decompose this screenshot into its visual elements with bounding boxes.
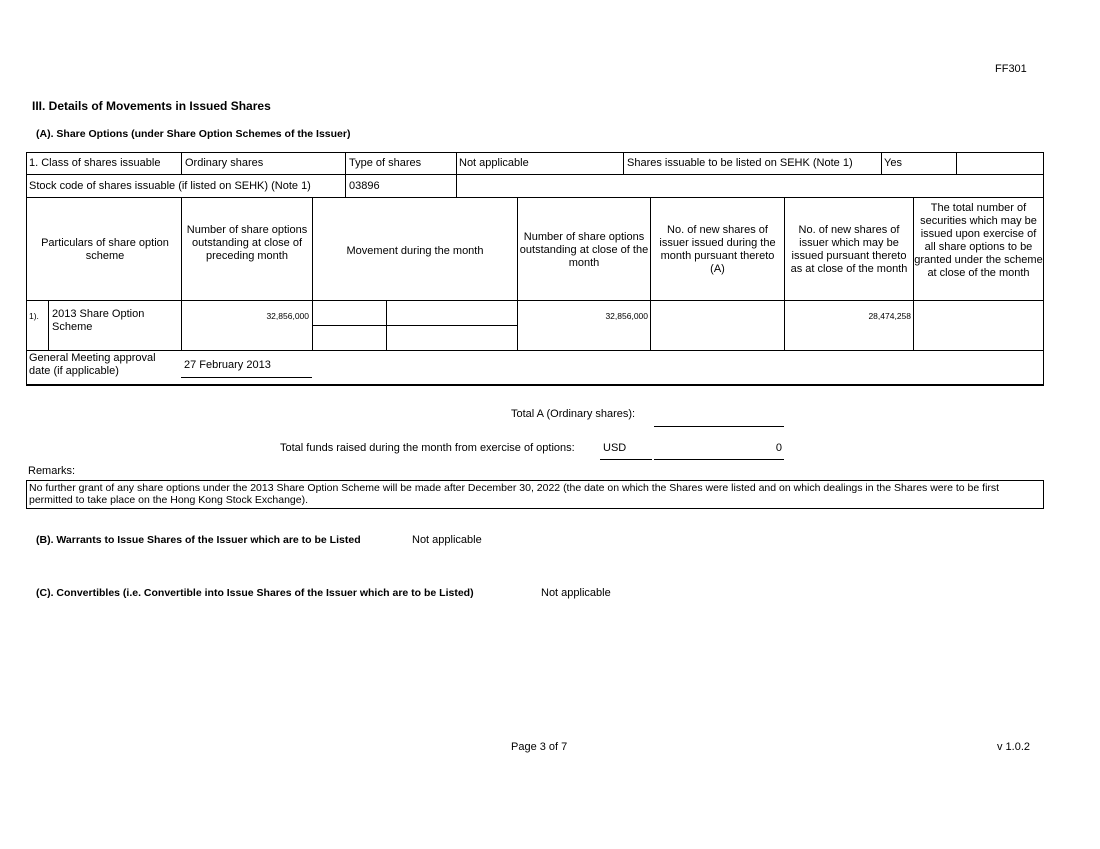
- gm-approval-label: General Meeting approval date (if applicable): [29, 352, 156, 377]
- section-title: III. Details of Movements in Issued Shares: [32, 99, 271, 113]
- subsection-c-title: (C). Convertibles (i.e. Convertible into Issue Shares of the Issuer which are to be Listed): [36, 587, 474, 599]
- type-of-shares-label: Type of shares: [349, 157, 422, 169]
- funds-value-underline: [654, 459, 784, 460]
- funds-currency: USD: [603, 442, 627, 454]
- header-movement: Movement during the month: [346, 245, 484, 257]
- class-of-shares-value: Ordinary shares: [185, 157, 264, 169]
- header-particulars: Particulars of share option scheme: [41, 237, 169, 262]
- scheme-name: 2013 Share Option Scheme: [52, 308, 145, 333]
- total-a-underline: [654, 426, 784, 427]
- listed-on-sehk-value: Yes: [884, 157, 902, 169]
- total-a-label: Total A (Ordinary shares):: [511, 408, 636, 420]
- divider: [26, 174, 1044, 175]
- funds-currency-underline: [600, 459, 652, 460]
- header-outstanding-preceding: Number of share options outstanding at close of preceding month: [186, 224, 308, 262]
- divider: [48, 300, 49, 350]
- divider: [312, 197, 313, 350]
- form-code: FF301: [995, 63, 1027, 75]
- divider: [312, 325, 517, 326]
- page-number: Page 3 of 7: [511, 741, 568, 753]
- gm-approval-value: 27 February 2013: [184, 359, 271, 371]
- funds-label: Total funds raised during the month from exercise of options:: [280, 442, 575, 454]
- subsection-b-title: (B). Warrants to Issue Shares of the Issuer which are to be Listed: [36, 534, 361, 546]
- scheme-outstanding-close: 32,856,000: [605, 311, 648, 321]
- listed-on-sehk-label: Shares issuable to be listed on SEHK (Note 1): [627, 157, 853, 169]
- version: v 1.0.2: [997, 741, 1031, 753]
- divider: [956, 152, 957, 174]
- remarks-text: No further grant of any share options under the 2013 Share Option Scheme will be made after December 30, 2022 (the date on which the Shares were listed and on which dealings in the Shares were to be first permitted to take place on the Hong Kong Stock Exchange).: [29, 482, 1000, 506]
- divider: [650, 197, 651, 350]
- stock-code-label: Stock code of shares issuable (if listed on SEHK) (Note 1): [29, 180, 311, 192]
- subsection-a-title: (A). Share Options (under Share Option Schemes of the Issuer): [36, 128, 351, 140]
- type-of-shares-value: Not applicable: [459, 157, 529, 169]
- divider: [623, 152, 624, 174]
- scheme-may-issue: 28,474,258: [868, 311, 911, 321]
- divider: [881, 152, 882, 174]
- header-outstanding-close: Number of share options outstanding at close of the month: [519, 231, 649, 269]
- table-double-bottom: [26, 384, 1044, 385]
- gm-approval-underline: [181, 377, 312, 378]
- remarks-label: Remarks:: [28, 465, 76, 477]
- subsection-c-value: Not applicable: [541, 587, 611, 599]
- header-new-shares-may-issue: No. of new shares of issuer which may be issued pursuant thereto as at close of the month: [790, 224, 908, 275]
- scheme-outstanding-preceding: 32,856,000: [266, 311, 309, 321]
- divider: [26, 350, 1044, 351]
- scheme-index: 1).: [29, 311, 39, 321]
- header-total-securities: The total number of securities which may be issued upon exercise of all share options to be granted under the scheme at close of the month: [914, 202, 1043, 279]
- subsection-b-value: Not applicable: [412, 534, 482, 546]
- divider: [26, 300, 1044, 301]
- divider: [26, 197, 1044, 198]
- stock-code-value: 03896: [349, 180, 380, 192]
- divider: [181, 197, 182, 350]
- funds-value: 0: [775, 442, 782, 454]
- divider: [517, 197, 518, 350]
- header-new-shares-issued: No. of new shares of issuer issued during the month pursuant thereto (A): [659, 224, 776, 275]
- divider: [181, 152, 182, 174]
- class-of-shares-label: 1. Class of shares issuable: [29, 157, 161, 169]
